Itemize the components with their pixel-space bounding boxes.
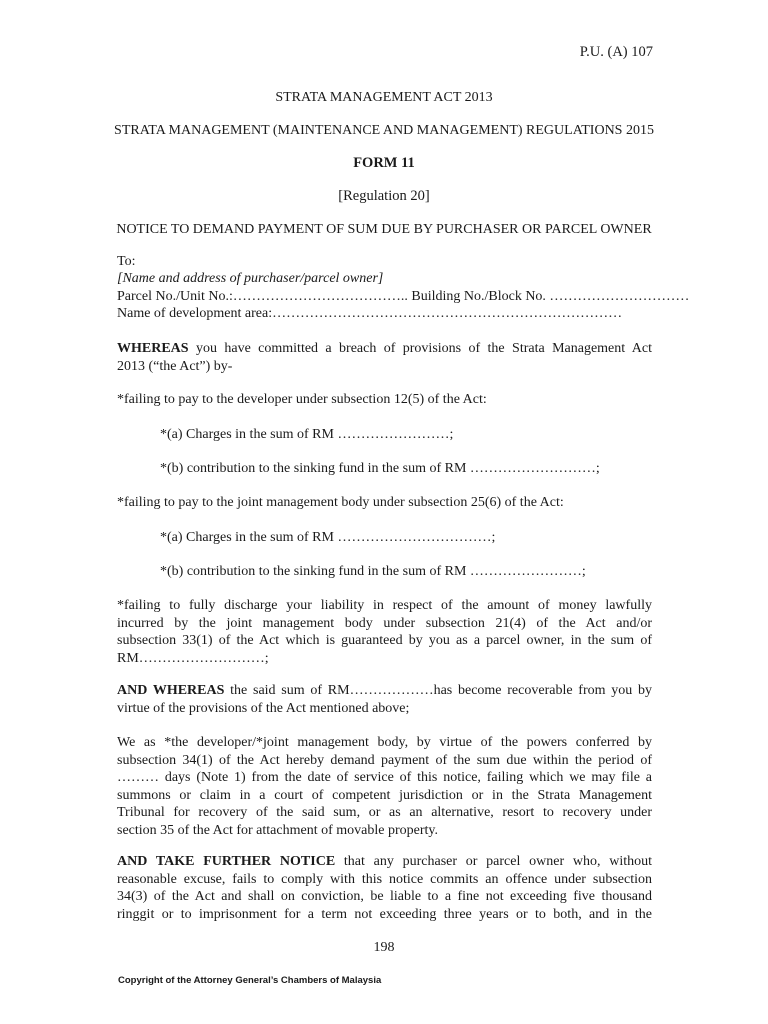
demand-line-6: section 35 of the Act for attachment of movable property. <box>117 822 438 838</box>
liability-line-2: incurred by the joint management body under subsection 21(4) of the Act and/or <box>117 615 652 631</box>
development-line: Name of development area:………………………………………………………………… <box>117 306 623 321</box>
liability-line-3: subsection 33(1) of the Act which is guaranteed by you as a parcel owner, in the sum of <box>117 633 652 648</box>
whereas-lead: WHEREAS <box>117 341 189 356</box>
demand-line-2: subsection 34(1) of the Act hereby demand payment of the sum due within the period of <box>117 752 652 768</box>
demand-line-4: summons or claim in a court of competent jurisdiction or in the Strata Management <box>117 787 652 803</box>
liability-line-4: RM………………………; <box>117 650 269 666</box>
developer-intro: *failing to pay to the developer under subsection 12(5) of the Act: <box>117 392 487 407</box>
whereas-line-2: 2013 (“the Act”) by- <box>117 358 233 374</box>
page-number: 198 <box>373 940 395 955</box>
and-whereas-line-1 <box>117 682 652 700</box>
further-notice-line-3: 34(3) of the Act and shall on conviction, be liable to a fine not exceeding five thousand <box>117 889 652 904</box>
demand-line-5: Tribunal for recovery of the said sum, or as an alternative, resort to recovery under <box>117 805 652 820</box>
form-number: FORM 11 <box>353 155 415 171</box>
notice-title: NOTICE TO DEMAND PAYMENT OF SUM DUE BY PURCHASER OR PARCEL OWNER <box>116 222 652 237</box>
addressee-placeholder <box>117 270 383 288</box>
regulations-title: STRATA MANAGEMENT (MAINTENANCE AND MANAGEMENT) REGULATIONS 2015 <box>114 123 654 138</box>
demand-paragraph <box>117 734 652 839</box>
further-notice-paragraph <box>117 853 652 923</box>
and-whereas-line-1-text: the said sum of RM………………has become recoverable from you by <box>224 683 652 698</box>
and-whereas-paragraph <box>117 682 652 717</box>
developer-item-a: *(a) Charges in the sum of RM ……………………; <box>160 427 454 442</box>
and-whereas-line-2: virtue of the provisions of the Act mentioned above; <box>117 700 410 716</box>
act-title: STRATA MANAGEMENT ACT 2013 <box>275 90 493 105</box>
to-label: To: <box>117 254 136 269</box>
liability-paragraph <box>117 597 652 667</box>
gazette-reference: P.U. (A) 107 <box>579 44 653 60</box>
further-notice-line-1 <box>117 853 652 871</box>
further-notice-line-4: ringgit or to imprisonment for a term not exceeding three years or to both, and in the <box>117 906 652 922</box>
regulation-reference: [Regulation 20] <box>338 188 430 204</box>
parcel-line: Parcel No./Unit No.:……………………………….. Building No./Block No. ………………………… <box>117 289 690 304</box>
further-notice-line-1-text: that any purchaser or parcel owner who, without <box>335 854 652 869</box>
and-whereas-lead: AND WHEREAS <box>117 683 225 698</box>
addressee-placeholder-text: [Name and address of purchaser/parcel owner] <box>117 271 384 286</box>
whereas-line-1 <box>117 340 652 358</box>
copyright-notice: Copyright of the Attorney General’s Chambers of Malaysia <box>118 975 382 986</box>
whereas-paragraph <box>117 340 652 375</box>
jmb-item-a: *(a) Charges in the sum of RM ……………………………; <box>160 530 496 545</box>
jmb-intro: *failing to pay to the joint management body under subsection 25(6) of the Act: <box>117 495 564 510</box>
further-notice-line-2: reasonable excuse, fails to comply with this notice commits an offence under subsection <box>117 871 652 887</box>
demand-line-3: ……… days (Note 1) from the date of service of this notice, failing which we may file a <box>117 770 652 785</box>
jmb-item-b: *(b) contribution to the sinking fund in the sum of RM ……………………; <box>160 564 586 579</box>
developer-item-b: *(b) contribution to the sinking fund in the sum of RM ………………………; <box>160 461 600 476</box>
further-notice-lead: AND TAKE FURTHER NOTICE <box>117 854 336 869</box>
liability-line-1: *failing to fully discharge your liability in respect of the amount of money lawfully <box>117 598 652 613</box>
demand-line-1: We as *the developer/*joint management body, by virtue of the powers conferred by <box>117 735 652 750</box>
whereas-line-1-text: you have committed a breach of provisions of the Strata Management Act <box>188 341 652 356</box>
